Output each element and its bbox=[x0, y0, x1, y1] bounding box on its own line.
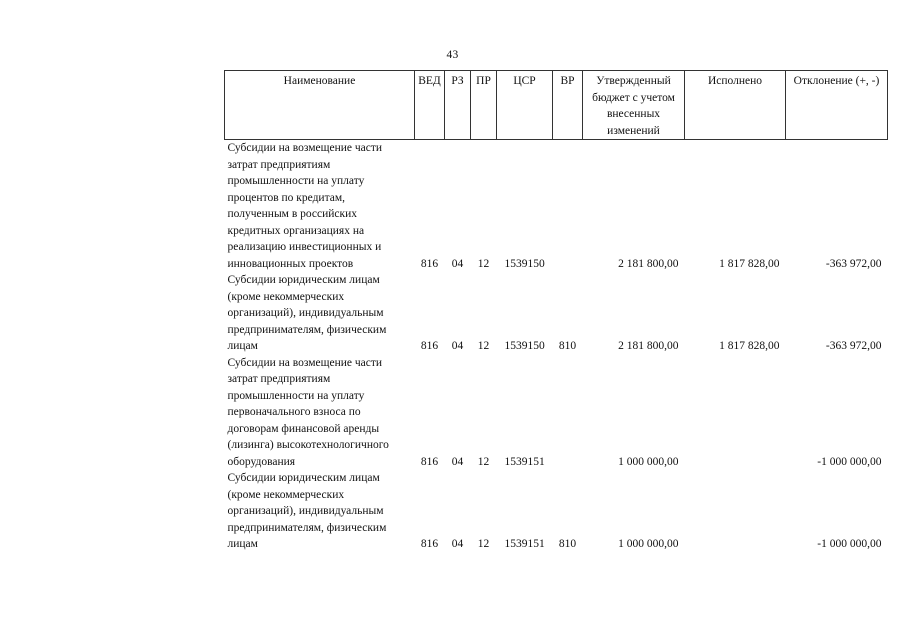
header-executed: Исполнено bbox=[685, 71, 786, 140]
row-name: Субсидии на возмещение части затрат предприятиям промышленности на уплату процентов по кредитам, полученным в российских кредитных организациях на реализацию инвестиционных и инновационных проектов bbox=[227, 142, 383, 270]
row-ved: 816 bbox=[420, 538, 439, 550]
row-approved: 2 181 800,00 bbox=[618, 340, 679, 352]
row-vr: 810 bbox=[558, 538, 577, 550]
table-row bbox=[225, 355, 888, 471]
row-executed bbox=[685, 470, 786, 553]
header-ved: ВЕД bbox=[415, 71, 445, 140]
row-ved: 816 bbox=[420, 257, 439, 270]
table-row bbox=[225, 272, 888, 355]
row-csr: 1539151 bbox=[504, 538, 545, 550]
row-pr: 12 bbox=[477, 340, 490, 352]
row-vr bbox=[553, 355, 583, 471]
row-vr: 810 bbox=[558, 340, 577, 352]
row-approved: 1 000 000,00 bbox=[618, 538, 679, 550]
row-name: Субсидии на возмещение части затрат предприятиям промышленности на уплату первоначального взноса по договорам финансовой аренды (лизинга) высокотехнологичного оборудования bbox=[227, 356, 389, 468]
page-number: 43 bbox=[446, 49, 459, 61]
budget-execution-table bbox=[224, 70, 888, 553]
header-csr: ЦСР bbox=[497, 71, 553, 140]
row-executed bbox=[685, 355, 786, 471]
table-row bbox=[225, 470, 888, 553]
row-deviation: -1 000 000,00 bbox=[817, 455, 882, 468]
table-body bbox=[225, 140, 888, 553]
row-ved: 816 bbox=[420, 340, 439, 352]
row-pr: 12 bbox=[477, 257, 490, 270]
header-pr: ПР bbox=[471, 71, 497, 140]
row-csr: 1539151 bbox=[504, 455, 545, 468]
row-pr: 12 bbox=[477, 538, 490, 550]
header-vr: ВР bbox=[553, 71, 583, 140]
row-vr bbox=[553, 140, 583, 273]
header-row bbox=[225, 71, 888, 140]
row-executed: 1 817 828,00 bbox=[719, 257, 780, 270]
row-csr: 1539150 bbox=[504, 257, 545, 270]
row-csr: 1539150 bbox=[504, 340, 545, 352]
table-header bbox=[225, 71, 888, 140]
row-approved: 1 000 000,00 bbox=[618, 455, 679, 468]
row-pr: 12 bbox=[477, 455, 490, 468]
row-ved: 816 bbox=[420, 455, 439, 468]
row-rz: 04 bbox=[451, 538, 464, 550]
row-deviation: -1 000 000,00 bbox=[817, 538, 882, 550]
row-rz: 04 bbox=[451, 455, 464, 468]
row-approved: 2 181 800,00 bbox=[618, 257, 679, 270]
row-name: Субсидии юридическим лицам (кроме некоммерческих организаций), индивидуальным предпринимателям, физическим лицам bbox=[227, 472, 387, 550]
row-rz: 04 bbox=[451, 257, 464, 270]
header-deviation: Отклонение (+, -) bbox=[786, 71, 888, 140]
row-deviation: -363 972,00 bbox=[825, 257, 882, 270]
row-name: Субсидии юридическим лицам (кроме некоммерческих организаций), индивидуальным предпринимателям, физическим лицам bbox=[227, 274, 387, 352]
table-row bbox=[225, 140, 888, 273]
header-approved-budget: Утвержденный бюджет с учетом внесенных изменений bbox=[583, 71, 685, 140]
row-deviation: -363 972,00 bbox=[825, 340, 882, 352]
header-rz: РЗ bbox=[445, 71, 471, 140]
row-rz: 04 bbox=[451, 340, 464, 352]
header-name: Наименование bbox=[225, 71, 415, 140]
row-executed: 1 817 828,00 bbox=[719, 340, 780, 352]
